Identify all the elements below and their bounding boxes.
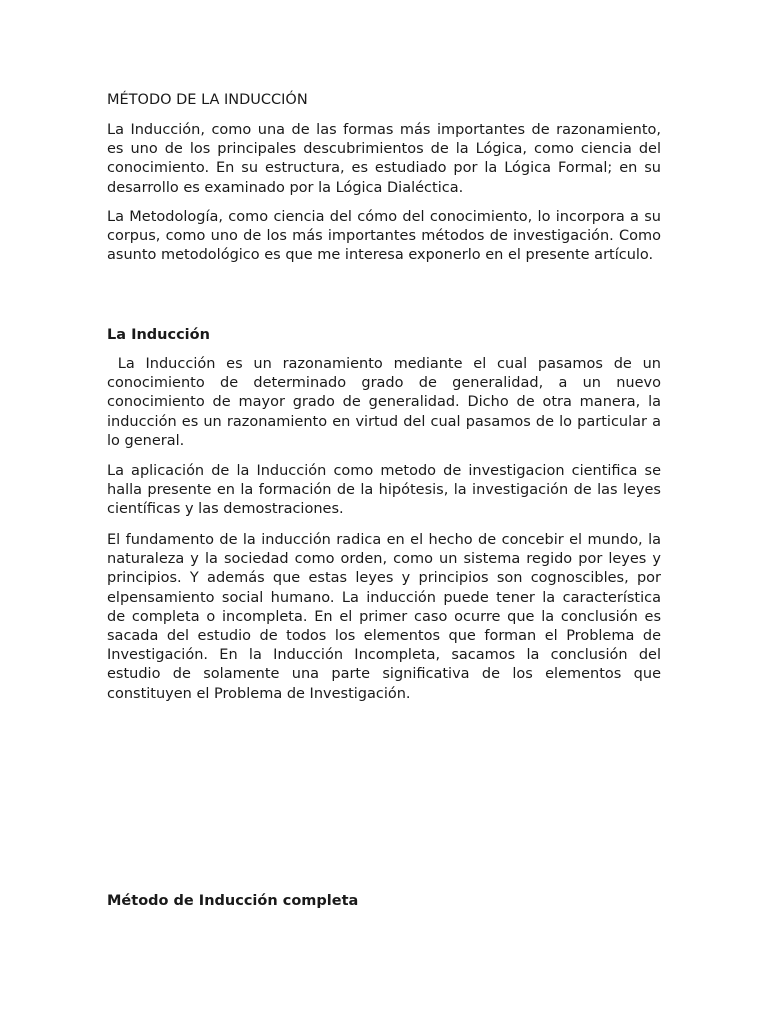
document-title: MÉTODO DE LA INDUCCIÓN — [107, 92, 308, 108]
section1-paragraph-1: La Inducción es un razonamiento mediante el cual pasamos de un conocimiento de determinado grado de generalidad, a un nuevo conocimiento de mayor grado de generalidad. Dicho de otra manera, la inducción es un razonamiento en virtud del cual pasamos de lo particular a lo general. — [107, 356, 666, 449]
section1-paragraph-2: La aplicación de la Inducción como metodo de investigacion cientifica se halla presente en la formación de la hipótesis, la investigación de las leyes científicas y las demostraciones. — [107, 463, 661, 518]
section-heading-induccion: La Inducción — [107, 327, 210, 343]
intro-paragraph-2: La Metodología, como ciencia del cómo del conocimiento, lo incorpora a su corpus, como uno de los más importantes métodos de investigación. Como asunto metodológico es que me interesa exponerlo en el presente artículo. — [107, 209, 661, 264]
section-heading-induccion-completa: Método de Inducción completa — [107, 893, 359, 909]
section1-paragraph-3: El fundamento de la inducción radica en el hecho de concebir el mundo, la naturaleza y la sociedad como orden, como un sistema regido por leyes y principios. Y además que estas leyes y principios son cognoscibles, por elpensamiento social humano. La inducción puede tener la característica de completa o incompleta. En el primer caso ocurre que la conclusión es sacada del estudio de todos los elementos que forman el Problema de Investigación. En la Inducción Incompleta, sacamos la conclusión del estudio de solamente una parte significativa de los elementos que constituyen el Problema de Investigación. — [107, 532, 661, 702]
intro-paragraph-1: La Inducción, como una de las formas más importantes de razonamiento, es uno de los principales descubrimientos de la Lógica, como ciencia del conocimiento. En su estructura, es estudiado por la Lógica Formal; en su desarrollo es examinado por la Lógica Dialéctica. — [107, 122, 661, 196]
